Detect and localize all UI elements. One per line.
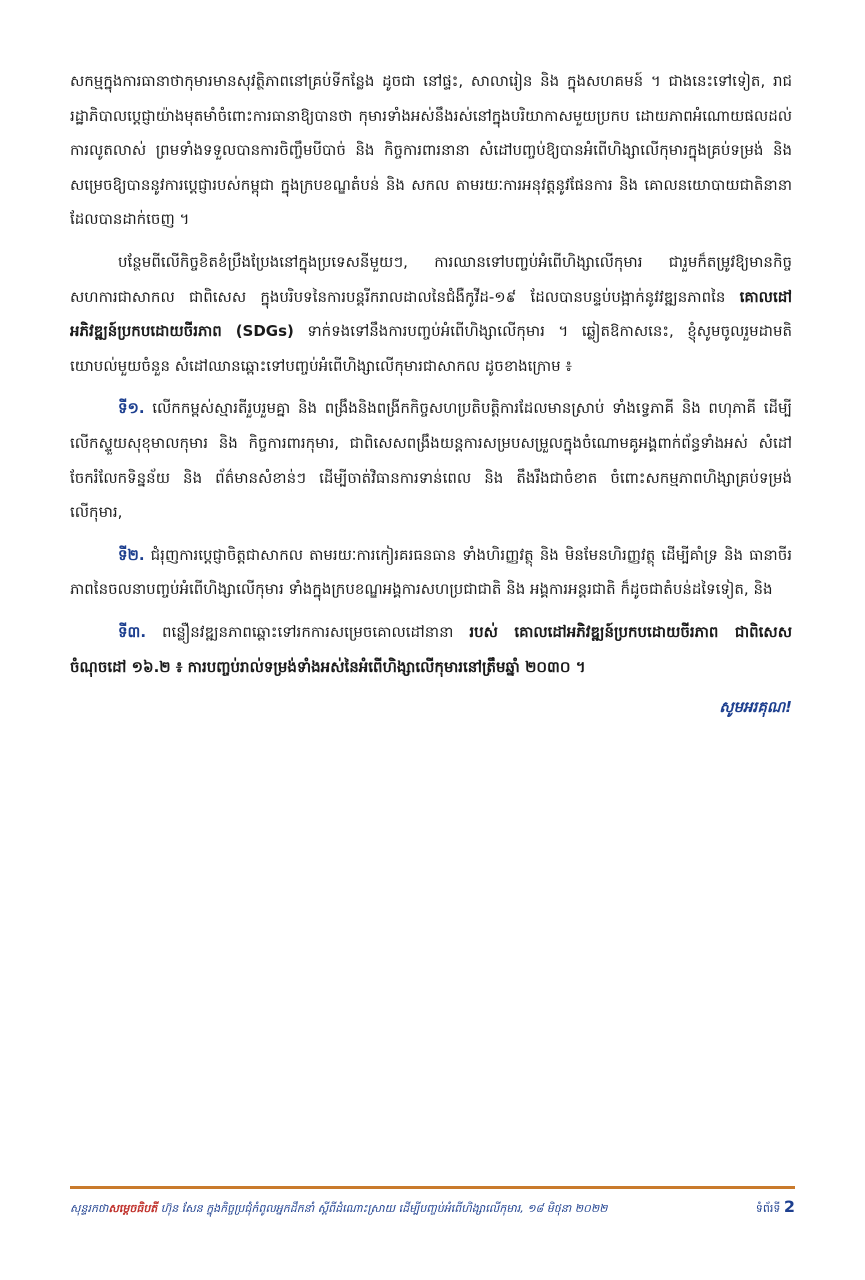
footer-prefix: សុន្ទរកថា xyxy=(70,1202,109,1215)
paragraph-2-text-end: ទាក់ទងទៅនឹងការបញ្ចប់អំពើហិង្សាលើកុមារ ។ ឆ្លៀតឱកាសនេះ, ខ្ញុំសូមចូលរួមដាមតិយោបល់មួយចំនួន សំដៅឈានឆ្ពោះទៅបញ្ចប់អំពើហិង្សាលើកុមារជាសាកល ដូចខាងក្រោម ៖ xyxy=(70,322,792,375)
point-2 xyxy=(70,538,792,607)
footer-event: ហ៊ុន សែន ក្នុងកិច្ចប្រជុំកំពូលអ្នកដឹកនាំ ស្តីពីដំណោះស្រាយ ដើម្បីបញ្ចប់អំពើហិង្សាលើកុមារ, ១៨ មិថុនា ២០២២ xyxy=(157,1202,608,1215)
point-3-bold-text: របស់ គោលដៅអភិវឌ្ឍន៍ប្រកបដោយចីរភាព ជាពិសេស ចំណុចដៅ ១៦.២ ៖ ការបញ្ចប់រាល់ទម្រង់ទាំងអស់នៃអំពើហិង្សាលើកុមារនៅត្រឹមឆ្នាំ xyxy=(70,622,792,676)
page-number-label: ទំព័រទី xyxy=(755,1202,781,1215)
point-3-year: ២០៣០ ។ xyxy=(519,657,586,676)
point-1 xyxy=(70,391,792,529)
page-number-value: 2 xyxy=(783,1197,795,1216)
paragraph-1 xyxy=(70,64,792,237)
point-2-label: ទី២. xyxy=(118,545,145,564)
point-3 xyxy=(70,615,792,684)
point-2-text: ជំរុញការប្តេជ្ញាចិត្តជាសាកល តាមរយៈការកៀរគរធនធាន ទាំងហិរញ្ញវត្ថុ និង មិនមែនហិរញ្ញវត្ថុ ដើម្បីគាំទ្រ និង ធានាចីរភាពនៃចលនាបញ្ចប់អំពើហិង្សាលើកុមារ ទាំងក្នុងក្របខណ្ឌអង្គការសហប្រជាជាតិ និង អង្គការអន្តរជាតិ ក៏ដូចជាតំបន់ដទៃទៀត, និង xyxy=(70,545,792,599)
point-1-label: ទី១. xyxy=(118,399,145,418)
page-number xyxy=(756,1197,795,1218)
page-footer xyxy=(70,1197,795,1218)
footer-brand: សម្តេចធិបតី xyxy=(108,1202,158,1215)
thank-you-note: សូមអរគុណ! xyxy=(719,698,792,717)
paragraph-1-text: សកម្មក្នុងការធានាថាកុមារមានសុវត្ថិភាពនៅគ្រប់ទីកន្លែង ដូចជា នៅផ្ទះ, សាលារៀន និង ក្នុងសហគមន៍ ។ ជាងនេះទៅទៀត, រាជរដ្ឋាភិបាលប្តេជ្ញាយ៉ាងមុតមាំចំពោះការធានាឱ្យបានថា កុមារទាំងអស់នឹងរស់នៅក្នុងបរិយាកាសមួយប្រកប ដោយភាពអំណោយផលដល់ការលូតលាស់ ព្រមទាំងទទួលបានការចិញ្ចឹមបីបាច់ និង កិច្ចការពារនានា សំដៅបញ្ចប់ឱ្យបានអំពើហិង្សាលើកុមារក្នុងគ្រប់ទម្រង់ និង សម្រេចឱ្យបាននូវការប្តេជ្ញារបស់កម្ពុជា ក្នុងក្របខណ្ឌតំបន់ និង សកល តាមរយៈការអនុវត្តនូវផែនការ និង គោលនយោបាយជាតិនានា ដែលបានដាក់ចេញ ។ xyxy=(70,72,792,229)
point-3-label: ទី៣. xyxy=(118,622,147,641)
paragraph-2-text-start: បន្ថែមពីលើកិច្ចខិតខំប្រឹងប្រែងនៅក្នុងប្រទេសនីមួយៗ, ការឈានទៅបញ្ចប់អំពើហិង្សាលើកុមារ ជារួមក៏តម្រូវឱ្យមានកិច្ចសហការជាសាកល ជាពិសេស ក្នុងបរិបទនៃការបន្តរីករាលដាលនៃជំងឺកូវីដ-១៩ ដែលបានបន្ទប់បង្អាក់នូវវឌ្ឍនភាពនៃ xyxy=(70,252,792,306)
point-3-text: ពន្លឿនវឌ្ឍនភាពឆ្ពោះទៅរកការសម្រេចគោលដៅនានា xyxy=(146,622,470,641)
point-1-text: លើកកម្ពស់ស្មារតីរួបរួមគ្នា និង ពង្រឹងនិងពង្រីកកិច្ចសហប្រតិបត្តិការដែលមានស្រាប់ ទាំងទ្វេភាគី និង ពហុភាគី ដើម្បីលើកស្ទួយសុខុមាលកុមារ និង កិច្ចការពារកុមារ, ជាពិសេសពង្រឹងយន្តការសម្របសម្រួលក្នុងចំណោមគូអង្គពាក់ព័ន្ធទាំងអស់ សំដៅចែករំលែកទិន្នន័យ និង ព័ត៌មានសំខាន់ៗ ដើម្បីចាត់វិធានការទាន់ពេល និង តឹងរឹងជាចំខាត ចំពោះសកម្មភាពហិង្សាគ្រប់ទម្រង់លើកុមារ, xyxy=(70,399,792,522)
paragraph-2 xyxy=(70,245,792,383)
document-body xyxy=(70,64,792,720)
sdg-highlight: គោលដៅអភិវឌ្ឍន៍ប្រកបដោយចីរភាព (SDGs) xyxy=(70,287,792,341)
footer-divider xyxy=(70,1186,795,1189)
footer-caption xyxy=(70,1202,608,1218)
